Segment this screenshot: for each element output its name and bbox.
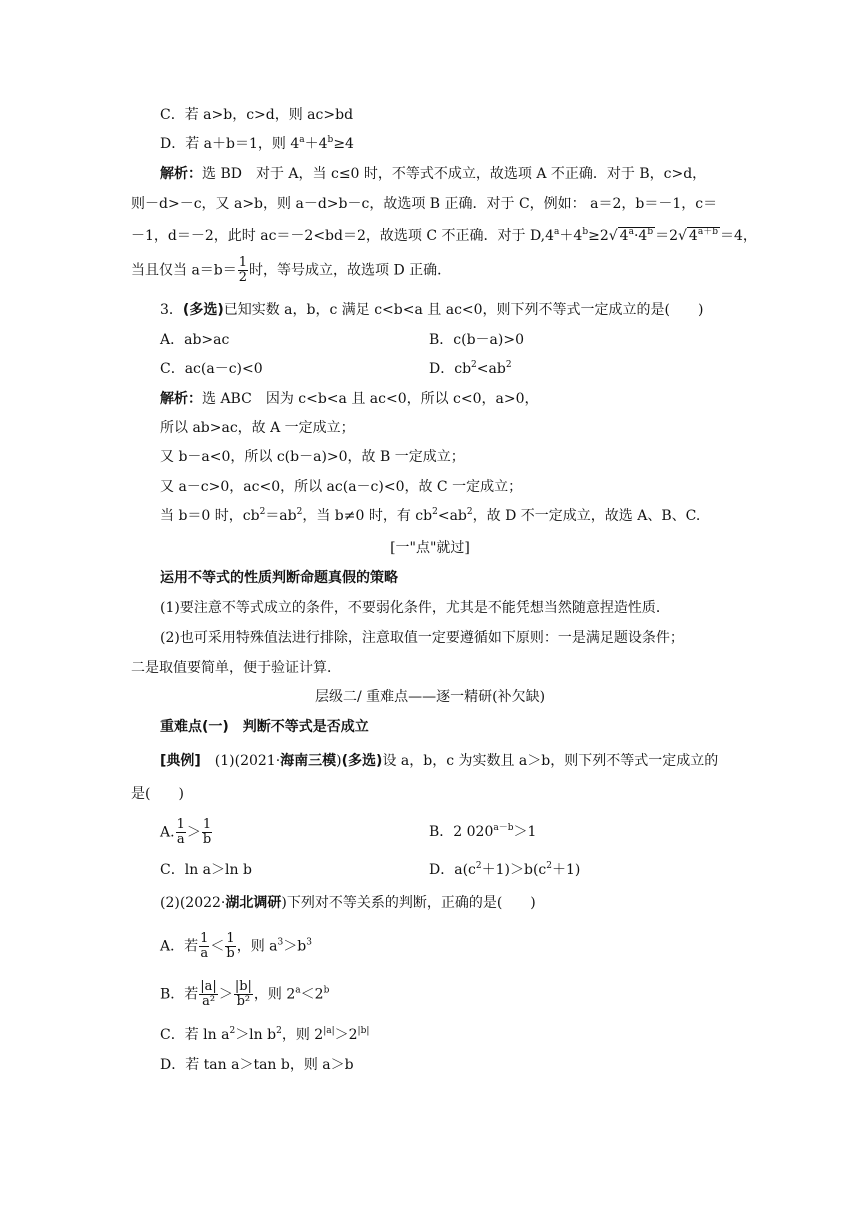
tip-heading bbox=[0, 538, 860, 558]
example-line-2 bbox=[131, 784, 184, 804]
superscript: 3 bbox=[306, 937, 312, 948]
text: ＞b bbox=[283, 938, 307, 955]
example-2-option-c bbox=[160, 1025, 369, 1045]
numerator: 1 bbox=[200, 931, 209, 946]
fraction bbox=[199, 980, 218, 1009]
superscript: 2 bbox=[546, 861, 552, 871]
question-number: 3． bbox=[160, 302, 183, 318]
analysis-2-line-2 bbox=[160, 418, 355, 438]
superscript: b bbox=[323, 985, 330, 996]
text: ＝4， bbox=[719, 228, 757, 244]
text: 选 ABC 因为 c<b<a 且 ac<0，所以 c<0，a>0， bbox=[202, 391, 539, 407]
subsection-title-text: 重难点(一) 判断不等式是否成立 bbox=[160, 719, 369, 735]
subsection-title bbox=[160, 717, 369, 737]
text: D．若 tan a＞tan b，则 a＞b bbox=[160, 1057, 354, 1073]
option-c-line bbox=[160, 105, 353, 125]
option-c-text: C．ac(a－c)<0 bbox=[160, 361, 263, 377]
text: ＞ bbox=[218, 986, 233, 1003]
example-2-option-a bbox=[160, 932, 312, 961]
numerator: |b| bbox=[234, 979, 252, 994]
superscript: a bbox=[628, 227, 634, 237]
text: 4 bbox=[688, 228, 698, 244]
superscript: b bbox=[327, 135, 334, 145]
text: (2)也可采用特殊值法进行排除，注意取值一定要遵循如下原则：一是满足题设条件； bbox=[160, 630, 684, 646]
section-heading-text: 层级二/ 重难点——逐一精研(补欠缺) bbox=[314, 689, 546, 705]
text: ≥4 bbox=[333, 136, 354, 152]
example-2-line bbox=[160, 893, 536, 913]
text: ＋1) bbox=[551, 862, 581, 878]
denominator: b bbox=[226, 946, 235, 961]
analysis-line-4 bbox=[131, 256, 451, 285]
text: ·4 bbox=[633, 228, 648, 244]
example-2-option-b bbox=[160, 980, 329, 1009]
text: 时，等号成立，故选项 D 正确． bbox=[249, 262, 452, 279]
strategy-point-2-cont bbox=[131, 658, 341, 678]
strategy-title bbox=[160, 568, 398, 588]
superscript: |b| bbox=[357, 1026, 370, 1036]
source-tag: 湖北调研 bbox=[225, 895, 282, 911]
text: (1)要注意不等式成立的条件，不要弱化条件，尤其是不能凭想当然随意捏造性质． bbox=[160, 600, 670, 616]
text: 当 b＝0 时，cb bbox=[160, 508, 260, 524]
numerator: 1 bbox=[226, 931, 235, 946]
question-3-line bbox=[160, 300, 703, 320]
text: 已知实数 a，b，c 满足 c<b<a 且 ac<0，则下列不等式一定成立的是( ) bbox=[223, 302, 704, 318]
text: ＋4 bbox=[559, 228, 583, 244]
sqrt-radicand bbox=[618, 227, 655, 244]
denominator: a bbox=[176, 832, 185, 847]
analysis-2-line-5 bbox=[160, 506, 700, 526]
numerator: 1 bbox=[238, 255, 248, 270]
text: 选 BD 对于 A，当 c≤0 时，不等式不成立，故选项 A 不正确．对于 B，c>d， bbox=[202, 166, 707, 182]
superscript: b bbox=[647, 227, 654, 237]
example-option-a bbox=[160, 818, 213, 847]
denominator: a² bbox=[202, 994, 216, 1009]
option-c-text: C．若 a>b，c>d，则 ac>bd bbox=[160, 107, 354, 123]
superscript: 2 bbox=[466, 507, 473, 517]
example-option-d bbox=[429, 860, 580, 880]
text: 4 bbox=[619, 228, 629, 244]
option-b-line bbox=[429, 330, 524, 350]
option-a-text: A．ab>ac bbox=[160, 332, 230, 348]
text: ＞2 bbox=[334, 1027, 358, 1043]
example-2-option-d bbox=[160, 1055, 354, 1075]
option-b-text: B．c(b－a)>0 bbox=[429, 332, 524, 348]
analysis-2-line-3 bbox=[160, 447, 465, 467]
fraction bbox=[202, 818, 212, 847]
strategy-point-2 bbox=[160, 628, 684, 648]
text: D．cb bbox=[429, 361, 472, 377]
text: B．2 020 bbox=[429, 824, 494, 840]
text: －1，d＝－2，此时 ac＝－2<bd＝2，故选项 C 不正确．对于 D,4 bbox=[131, 228, 555, 244]
sqrt-sign: √ bbox=[678, 228, 687, 244]
option-d-line-2 bbox=[429, 359, 512, 379]
option-a-line bbox=[160, 330, 229, 350]
example-option-c bbox=[160, 860, 252, 880]
denominator: 2 bbox=[238, 270, 248, 285]
analysis-line-3 bbox=[131, 226, 757, 246]
text: B．若 bbox=[160, 986, 199, 1003]
example-tag: [典例] bbox=[160, 753, 201, 769]
superscript: 2 bbox=[471, 360, 477, 370]
text: 二是取值要简单，便于验证计算． bbox=[131, 660, 341, 676]
fraction bbox=[234, 980, 253, 1009]
text: ＝ab bbox=[265, 508, 297, 524]
section-heading bbox=[0, 687, 860, 707]
superscript: 3 bbox=[277, 937, 284, 948]
text: ，则 2 bbox=[253, 986, 296, 1003]
text: ≥2 bbox=[588, 228, 609, 244]
superscript: 2 bbox=[259, 507, 266, 517]
text: ＜2 bbox=[300, 986, 324, 1003]
numerator: |a| bbox=[200, 979, 217, 994]
superscript: 2 bbox=[229, 1026, 236, 1036]
source-tag: 海南三模 bbox=[280, 753, 337, 769]
tip-heading-text: [一"点"就过] bbox=[390, 540, 470, 556]
text: ，故 D 不一定成立，故选 A、B、C. bbox=[472, 508, 701, 524]
sqrt-radicand bbox=[687, 227, 720, 244]
text: 当且仅当 a＝b＝ bbox=[131, 262, 237, 279]
numerator: 1 bbox=[176, 817, 185, 832]
text: 所以 ab>ac，故 A 一定成立； bbox=[160, 420, 355, 436]
text: ＋4 bbox=[304, 136, 328, 152]
text: ，当 b≠0 时，有 cb bbox=[302, 508, 433, 524]
sqrt-sign: √ bbox=[608, 228, 618, 244]
fraction bbox=[199, 932, 209, 961]
text: ＜ bbox=[210, 938, 225, 955]
text: ，则 2 bbox=[281, 1027, 324, 1043]
text: (1)(2021· bbox=[200, 753, 281, 769]
fraction bbox=[238, 256, 248, 285]
text: 又 b－a<0，所以 c(b－a)>0，故 B 一定成立； bbox=[160, 449, 465, 465]
superscript: 2 bbox=[276, 1026, 282, 1036]
superscript: a bbox=[295, 985, 301, 996]
text: 设 a，b，c 为实数且 a＞b，则下列不等式一定成立的 bbox=[382, 753, 719, 769]
example-line-1 bbox=[160, 751, 718, 771]
text: D．若 a＋b＝1，则 4 bbox=[160, 136, 300, 152]
numerator: 1 bbox=[202, 817, 212, 832]
superscript: 2 bbox=[432, 507, 438, 517]
text: <ab bbox=[476, 361, 506, 377]
text: (2)(2022· bbox=[160, 895, 226, 911]
superscript: |a| bbox=[323, 1026, 335, 1036]
text: ＞ bbox=[186, 824, 201, 841]
text: ) bbox=[336, 753, 342, 769]
analysis-2-line-1 bbox=[160, 389, 539, 409]
text: C．ln a＞ln b bbox=[160, 862, 252, 878]
text: C．若 ln a bbox=[160, 1027, 230, 1043]
multi-select-tag: (多选) bbox=[182, 302, 224, 318]
superscript: 2 bbox=[505, 360, 512, 370]
fraction bbox=[225, 932, 235, 961]
denominator: a bbox=[200, 946, 209, 961]
analysis-2-line-4 bbox=[160, 477, 522, 497]
multi-select-tag: (多选) bbox=[341, 753, 383, 769]
text: ＞1 bbox=[513, 824, 537, 840]
text: 则－d>－c，又 a>b，则 a－d>b－c，故选项 B 正确．对于 C，例如： a＝2，b＝－1，c＝ bbox=[131, 196, 718, 212]
superscript: b bbox=[582, 227, 589, 237]
option-d-line bbox=[160, 134, 354, 154]
fraction bbox=[176, 818, 186, 847]
superscript: a－b bbox=[493, 823, 514, 833]
text: A．若 bbox=[160, 938, 199, 955]
denominator: b² bbox=[236, 994, 251, 1009]
example-option-b bbox=[429, 822, 536, 842]
text: ＝2 bbox=[655, 228, 678, 244]
denominator: b bbox=[202, 832, 212, 847]
strategy-title-text: 运用不等式的性质判断命题真假的策略 bbox=[160, 570, 398, 586]
superscript: 2 bbox=[475, 861, 482, 871]
text: 是( ) bbox=[131, 786, 184, 802]
text: 又 a－c>0，ac<0，所以 ac(a－c)<0，故 C 一定成立； bbox=[160, 479, 523, 495]
text: A. bbox=[160, 824, 175, 841]
option-c-line-2 bbox=[160, 359, 263, 379]
superscript: a bbox=[554, 227, 560, 237]
text: <ab bbox=[437, 508, 467, 524]
analysis-line-1 bbox=[160, 164, 706, 184]
analysis-label: 解析： bbox=[160, 391, 202, 407]
text: ，则 a bbox=[236, 938, 278, 955]
text: ＞ln b bbox=[235, 1027, 277, 1043]
strategy-point-1 bbox=[160, 598, 670, 618]
analysis-line-2 bbox=[131, 194, 717, 214]
text: D．a(c bbox=[429, 862, 476, 878]
superscript: a bbox=[299, 135, 305, 145]
text: ＋1)＞b(c bbox=[481, 862, 547, 878]
superscript: a＋b bbox=[697, 227, 718, 237]
analysis-label: 解析： bbox=[160, 166, 202, 182]
text: )下列对不等关系的判断，正确的是( ) bbox=[281, 895, 536, 911]
superscript: 2 bbox=[296, 507, 303, 517]
